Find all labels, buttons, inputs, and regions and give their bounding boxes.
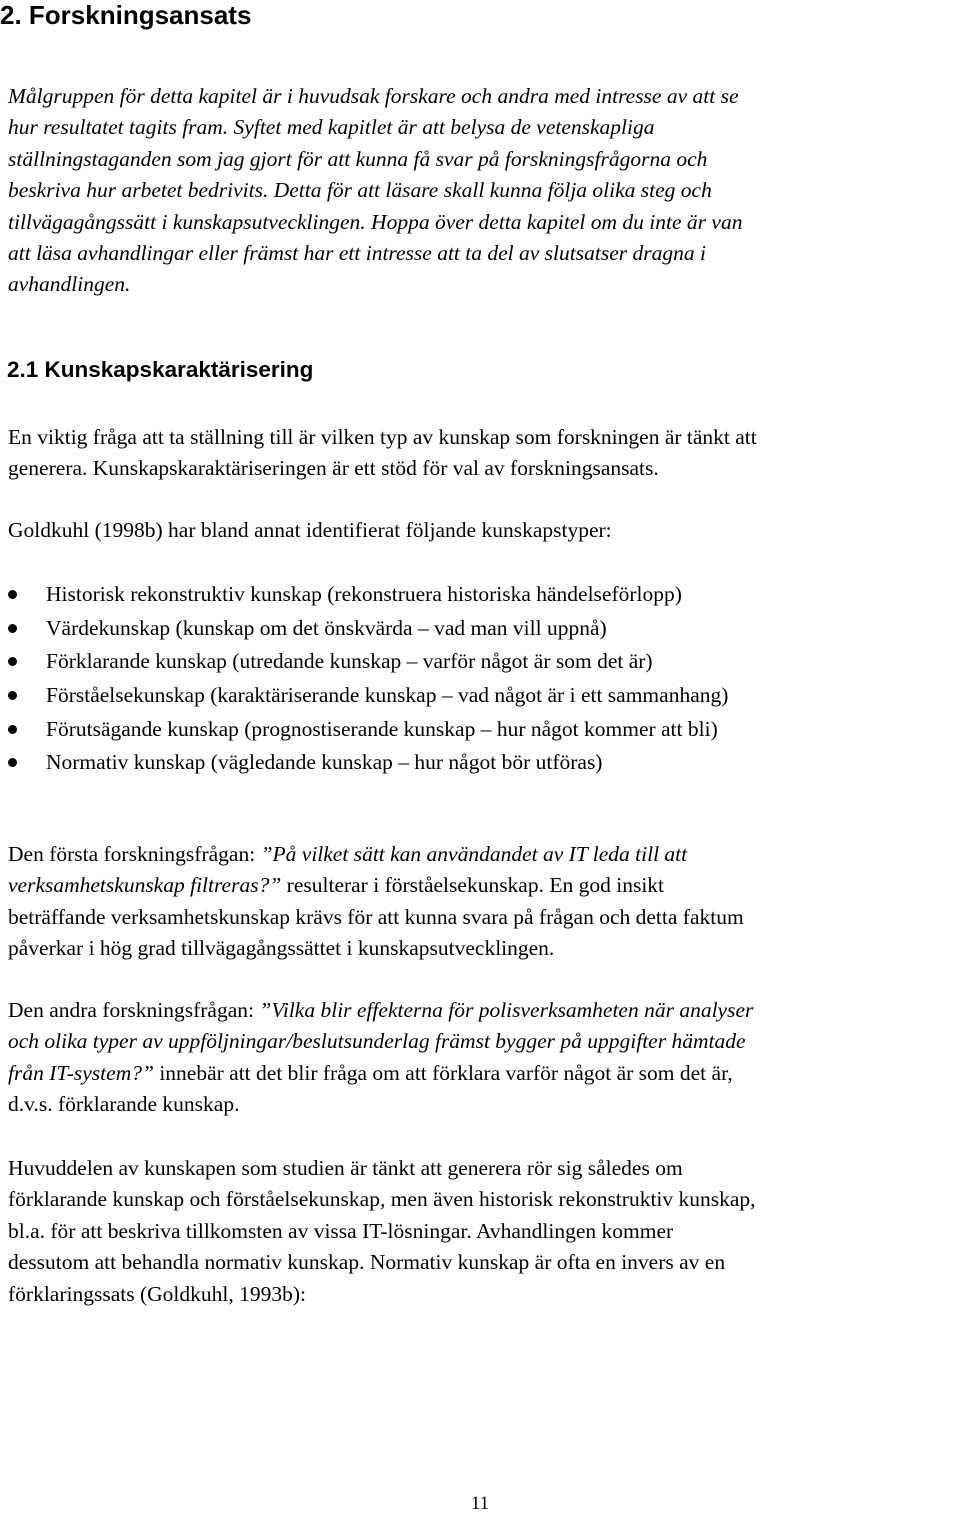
intro-line: Målgruppen för detta kapitel är i huvudsak forskare och andra med intresse av att se bbox=[8, 84, 739, 108]
list-item-text: Förklarande kunskap (utredande kunskap – varför något är som det är) bbox=[46, 649, 653, 674]
paragraph-line bbox=[8, 839, 960, 870]
list-item-text: Normativ kunskap (vägledande kunskap – hur något bör utföras) bbox=[46, 750, 603, 775]
paragraph-line bbox=[8, 1058, 960, 1089]
list-item-text: Förståelsekunskap (karaktäriserande kunskap – vad något är i ett sammanhang) bbox=[46, 683, 729, 708]
paragraph-line: beträffande verksamhetskunskap krävs för att kunna svara på frågan och detta faktum bbox=[8, 904, 744, 929]
list-item bbox=[0, 578, 728, 612]
section-heading: 2. Forskningsansats bbox=[0, 0, 252, 30]
paragraph-line: Goldkuhl (1998b) har bland annat identifierat följande kunskapstyper: bbox=[8, 518, 612, 542]
list-item-text: Värdekunskap (kunskap om det önskvärda – vad man vill uppnå) bbox=[46, 615, 607, 640]
intro-line: ställningstaganden som jag gjort för att kunna få svar på forskningsfrågorna och bbox=[8, 146, 708, 171]
research-question-text: verksamhetskunskap filtreras?” bbox=[8, 873, 282, 898]
paragraph-goldkuhl bbox=[8, 515, 960, 546]
list-item bbox=[0, 612, 728, 646]
paragraph-second-research-question bbox=[8, 995, 960, 1121]
list-item-text: Förutsägande kunskap (prognostiserande kunskap – hur något kommer att bli) bbox=[46, 716, 718, 741]
paragraph-line bbox=[8, 1026, 960, 1057]
text-run: Den första forskningsfrågan: bbox=[8, 842, 261, 866]
intro-line: att läsa avhandlingar eller främst har ett intresse att ta del av slutsatser dragna i bbox=[8, 241, 706, 266]
paragraph-line: bl.a. för att beskriva tillkomsten av vissa IT-lösningar. Avhandlingen kommer bbox=[8, 1218, 674, 1243]
paragraph-line: Huvuddelen av kunskapen som studien är tänkt att generera rör sig således om bbox=[8, 1156, 683, 1180]
text-run: innebär att det blir fråga om att förklara varför något är som det är, bbox=[153, 1060, 733, 1085]
paragraph-line: d.v.s. förklarande kunskap. bbox=[8, 1092, 240, 1117]
bullet-icon bbox=[8, 657, 17, 666]
subsection-heading: 2.1 Kunskapskaraktärisering bbox=[7, 357, 314, 382]
list-item bbox=[0, 679, 728, 713]
intro-line: beskriva hur arbetet bedrivits. Detta för att läsare skall kunna följa olika steg och bbox=[8, 178, 712, 203]
list-item bbox=[0, 645, 728, 679]
text-run: resulterar i förståelsekunskap. En god insikt bbox=[281, 873, 665, 898]
research-question-text: ”På vilket sätt kan användandet av IT leda till att bbox=[260, 842, 688, 866]
list-item bbox=[0, 746, 728, 780]
bullet-icon bbox=[8, 758, 17, 767]
page-number: 11 bbox=[470, 1493, 490, 1514]
paragraph-line: förklaringssats (Goldkuhl, 1993b): bbox=[8, 1281, 306, 1306]
intro-line: tillvägagångssätt i kunskapsutvecklingen. Hoppa över detta kapitel om du inte är van bbox=[8, 209, 743, 234]
paragraph-line: påverkar i hög grad tillvägagångssättet i kunskapsutvecklingen. bbox=[8, 936, 555, 961]
bullet-icon bbox=[8, 590, 17, 599]
paragraph-line: generera. Kunskapskaraktäriseringen är ett stöd för val av forskningsansats. bbox=[8, 456, 659, 481]
list-item bbox=[0, 713, 728, 747]
paragraph-line: dessutom att behandla normativ kunskap. Normativ kunskap är ofta en invers av en bbox=[8, 1250, 726, 1275]
intro-line: hur resultatet tagits fram. Syftet med kapitlet är att belysa de vetenskapliga bbox=[8, 115, 655, 140]
research-question-text: ”Vilka blir effekterna för polisverksamheten när analyser bbox=[259, 998, 754, 1022]
intro-paragraph bbox=[8, 81, 960, 301]
paragraph-knowledge-question bbox=[8, 422, 960, 485]
paragraph-line: En viktig fråga att ta ställning till är vilken typ av kunskap som forskningen är tänkt att bbox=[8, 425, 757, 449]
paragraph-line: förklarande kunskap och förståelsekunskap, men även historisk rekonstruktiv kunskap, bbox=[8, 1187, 756, 1212]
bullet-icon bbox=[8, 624, 17, 633]
paragraph-line bbox=[8, 995, 960, 1026]
text-run: Den andra forskningsfrågan: bbox=[8, 998, 260, 1022]
list-item-text: Historisk rekonstruktiv kunskap (rekonstruera historiska händelseförlopp) bbox=[46, 582, 682, 606]
knowledge-type-list bbox=[0, 578, 728, 780]
research-question-text: från IT-system?” bbox=[8, 1060, 154, 1085]
paragraph-summary bbox=[8, 1153, 960, 1310]
intro-line: avhandlingen. bbox=[8, 272, 131, 297]
paragraph-line bbox=[8, 870, 960, 901]
research-question-text: och olika typer av uppföljningar/beslutsunderlag främst bygger på uppgifter hämtade bbox=[8, 1029, 746, 1054]
paragraph-first-research-question bbox=[8, 839, 960, 965]
bullet-icon bbox=[8, 691, 17, 700]
bullet-icon bbox=[8, 725, 17, 734]
